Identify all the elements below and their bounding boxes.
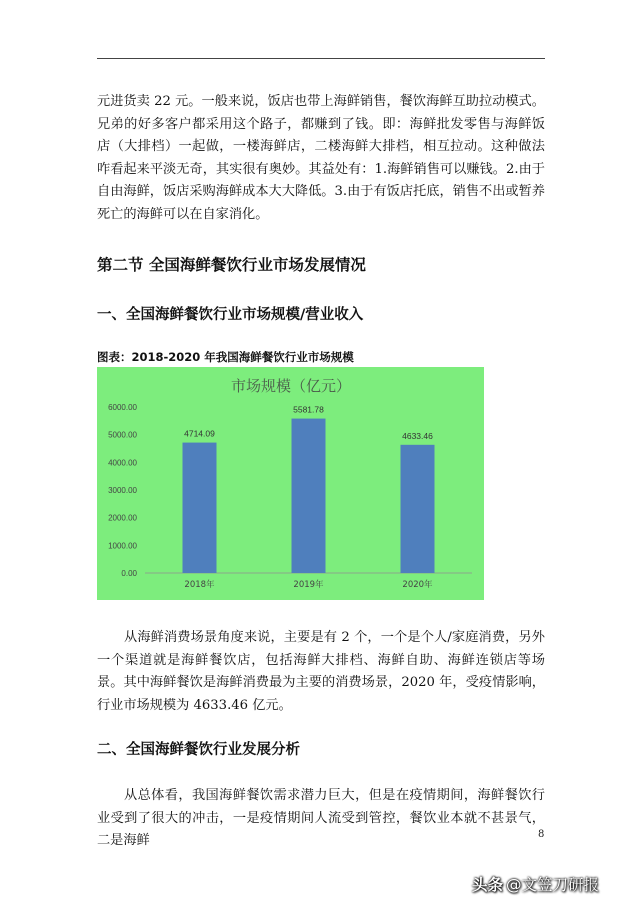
x-tick-label: 2019年 (293, 580, 324, 590)
paragraph-seafood-model: 元进货卖 22 元。一般来说，饭店也带上海鲜销售，餐饮海鲜互助拉动模式。兄弟的好多客户都采用这个路子，都赚到了钱。即：海鲜批发零售与海鲜饭店（大排档）一起做，一楼海鲜店，二楼海鲜大排档，相互拉动。这种做法咋看起来平淡无奇，其实很有奥妙。其益处有：1.海鲜销售可以赚钱。2.由于自由海鲜，饭店采购海鲜成本大大降低。3.由于有饭店托底，销售不出或暂养死亡的海鲜可以在自家消化。 (97, 94, 545, 222)
paragraph-consumption-scenarios: 从海鲜消费场景角度来说，主要是有 2 个，一个是个人/家庭消费，另外一个渠道就是海鲜餐饮店，包括海鲜大排档、海鲜自助、海鲜连锁店等场景。其中海鲜餐饮是海鲜消费最为主要的消费场景，2020 年，受疫情影响，行业市场规模为 4633.46 亿元。 (97, 630, 545, 713)
bar (183, 443, 217, 573)
section-heading: 第二节 全国海鲜餐饮行业市场发展情况 (97, 256, 366, 274)
x-tick-label: 2018年 (184, 580, 215, 590)
bar (401, 445, 435, 573)
subsection-heading-analysis: 二、全国海鲜餐饮行业发展分析 (97, 742, 300, 758)
y-tick-label: 2000.00 (108, 513, 137, 523)
page-number: 8 (538, 829, 545, 840)
chart-title: 市场规模（亿元） (230, 378, 352, 395)
x-tick-label: 2020年 (402, 580, 433, 590)
subsection-heading-market-size: 一、全国海鲜餐饮行业市场规模/营业收入 (97, 307, 364, 323)
market-size-bar-chart (97, 367, 484, 600)
watermark-text: @文笠刀研报 (506, 876, 600, 894)
watermark (472, 873, 599, 895)
y-tick-label: 3000.00 (108, 486, 137, 495)
paragraph-analysis: 从总体看，我国海鲜餐饮需求潜力巨大，但是在疫情期间，海鲜餐饮行业受到了很大的冲击，一是疫情期间人流受到管控，餐饮业本就不甚景气，二是海鲜 (97, 788, 545, 848)
bar-value-label: 5581.78 (293, 404, 324, 415)
header-rule (97, 58, 545, 59)
y-tick-label: 6000.00 (108, 403, 137, 412)
figure-caption: 图表：2018-2020 年我国海鲜餐饮行业市场规模 (97, 350, 354, 364)
bar-value-label: 4714.09 (184, 428, 215, 439)
bar (292, 419, 326, 573)
y-tick-label: 4000.00 (108, 458, 137, 468)
y-tick-label: 1000.00 (108, 541, 137, 551)
y-tick-label: 5000.00 (108, 430, 137, 440)
bar-value-label: 4633.46 (402, 430, 433, 441)
y-tick-label: 0.00 (121, 569, 137, 578)
watermark-logo: 头条 (472, 876, 504, 894)
